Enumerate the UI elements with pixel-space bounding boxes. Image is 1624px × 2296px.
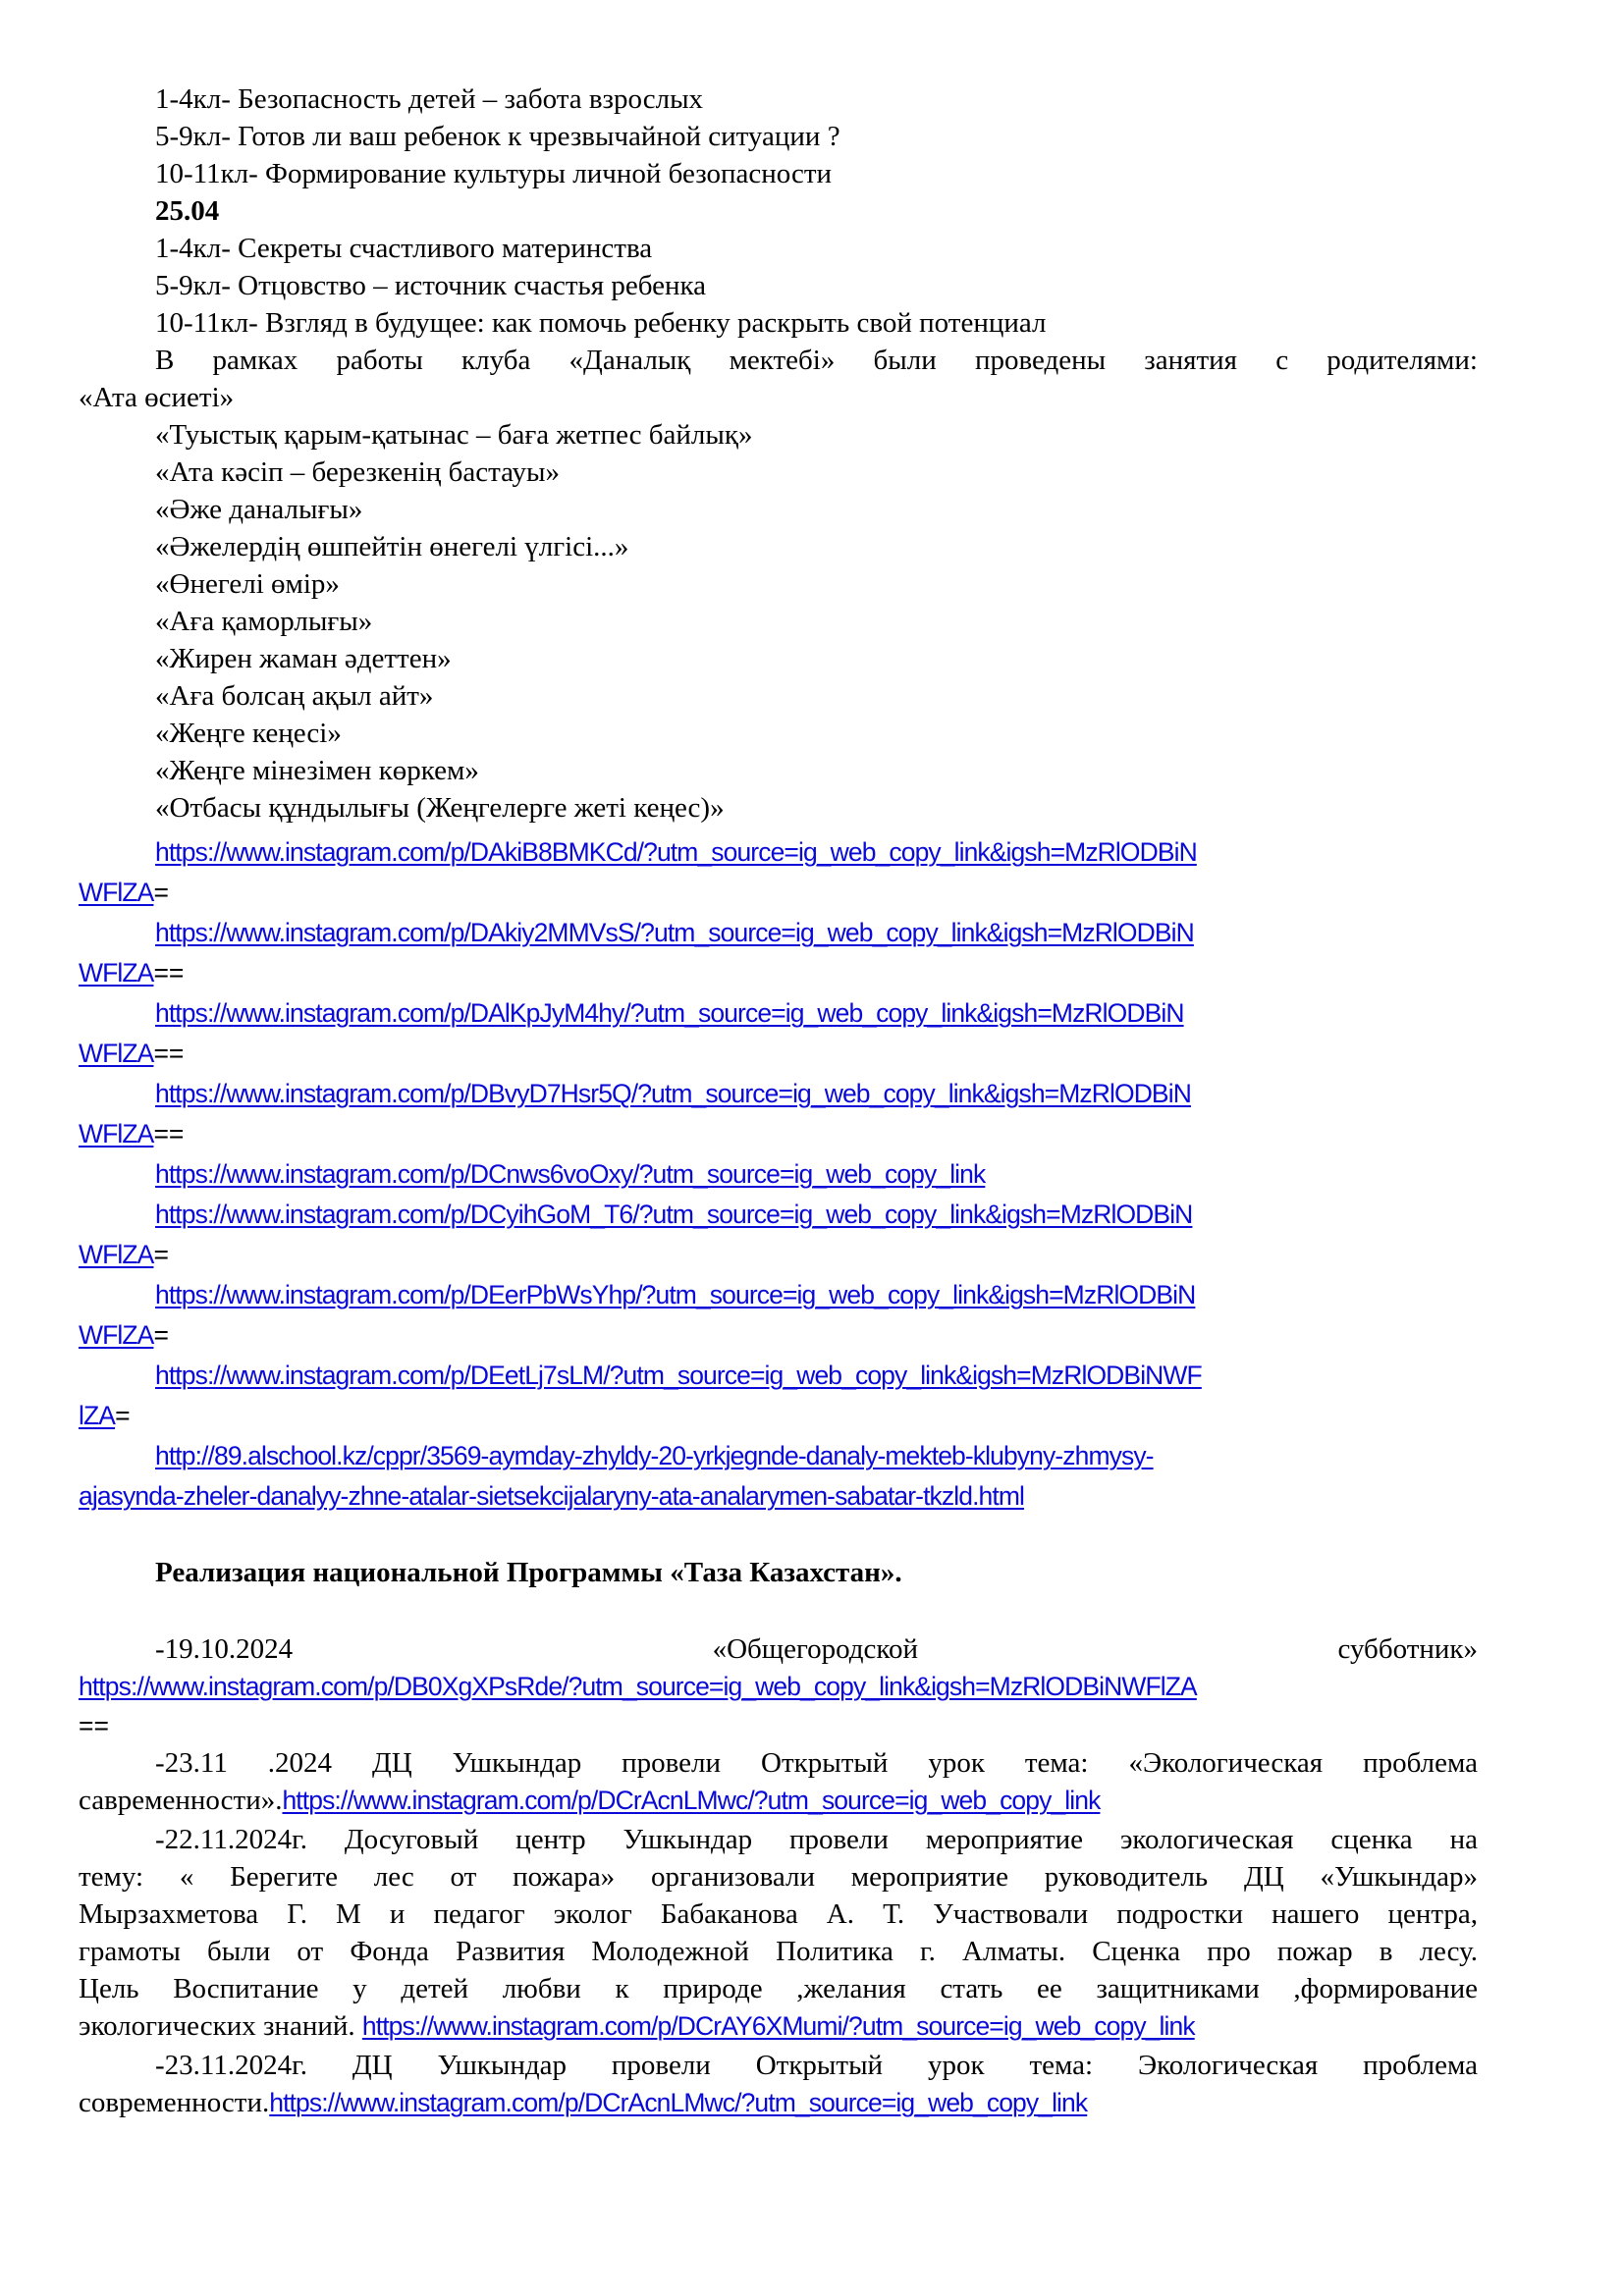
schedule-line: 5-9кл- Отцовство – источник счастья ребенка — [155, 270, 706, 301]
instagram-link-continuation[interactable]: WFlZA — [79, 878, 154, 907]
instagram-link[interactable]: https://www.instagram.com/p/DBvyD7Hsr5Q/?utm_source=ig_web_copy_link&igsh=MzRlODBiN — [155, 1079, 1191, 1108]
event-description: -23.11 .2024 ДЦ Ушкындар провели Открытый урок тема: «Экологическая проблема — [155, 1747, 1478, 1779]
club-topic: «Аға болсаң ақыл айт» — [155, 680, 434, 712]
club-topic: «Аға қаморлығы» — [155, 606, 373, 637]
instagram-link[interactable]: https://www.instagram.com/p/DCrAY6XMumi/?utm_source=ig_web_copy_link — [361, 2011, 1195, 2041]
club-topic: «Туыстық қарым-қатынас – баға жетпес байлық» — [155, 419, 753, 451]
date-heading: 25.04 — [155, 195, 220, 227]
link-suffix: == — [153, 1119, 185, 1148]
instagram-link-continuation[interactable]: WFlZA — [79, 1039, 154, 1068]
link-suffix: == — [79, 1711, 109, 1740]
schedule-line: 1-4кл- Безопасность детей – забота взрослых — [155, 83, 704, 115]
instagram-link-continuation[interactable]: lZA — [79, 1401, 116, 1430]
link-suffix: = — [153, 1320, 169, 1350]
club-topic: «Әже даналығы» — [155, 494, 363, 525]
instagram-link[interactable]: https://www.instagram.com/p/DCyihGoM_T6/?utm_source=ig_web_copy_link&igsh=MzRlODBiN — [155, 1200, 1193, 1229]
event-description: грамоты были от Фонда Развития Молодежной Политика г. Алматы. Сценка про пожар в лесу. — [79, 1936, 1478, 1967]
event-description: тему: « Берегите лес от пожара» организовали мероприятие руководитель ДЦ «Ушкындар» — [79, 1861, 1478, 1893]
link-suffix: = — [153, 878, 169, 907]
club-topic: «Отбасы құндылығы (Жеңгелерге жеті кеңес)» — [155, 792, 725, 824]
event-description-end: экологических знаний. — [79, 2010, 362, 2042]
instagram-link[interactable]: https://www.instagram.com/p/DAkiy2MMVsS/?utm_source=ig_web_copy_link&igsh=MzRlODBiN — [155, 918, 1194, 947]
club-topic: «Жирен жаман әдеттен» — [155, 643, 452, 674]
instagram-link[interactable]: https://www.instagram.com/p/DCrAcnLMwc/?utm_source=ig_web_copy_link — [269, 2088, 1088, 2117]
event-description: -23.11.2024г. ДЦ Ушкындар провели Открытый урок тема: Экологическая проблема — [155, 2050, 1478, 2081]
link-suffix: = — [115, 1401, 131, 1430]
event-description-end: современности. — [79, 2087, 270, 2118]
club-topic: «Әжелердің өшпейтін өнегелі үлгісі...» — [155, 531, 629, 562]
schedule-line: 5-9кл- Готов ли ваш ребенок к чрезвычайной ситуации ? — [155, 121, 840, 152]
schedule-line: 1-4кл- Секреты счастливого материнства — [155, 233, 653, 264]
section-heading: Реализация национальной Программы «Таза Казахстан». — [155, 1557, 902, 1588]
instagram-link-continuation[interactable]: WFlZA — [79, 1119, 154, 1148]
instagram-link[interactable]: https://www.instagram.com/p/DB0XgXPsRde/?utm_source=ig_web_copy_link&igsh=MzRlODBiNWFlZA — [79, 1672, 1197, 1701]
instagram-link-continuation[interactable]: WFlZA — [79, 1240, 154, 1269]
event-title-end: субботник» — [1337, 1633, 1478, 1665]
event-description: -22.11.2024г. Досуговый центр Ушкындар провели мероприятие экологическая сценка на — [155, 1824, 1478, 1855]
schedule-line: 10-11кл- Взгляд в будущее: как помочь ребенку раскрыть свой потенциал — [155, 307, 1047, 339]
link-suffix: == — [153, 958, 185, 988]
link-suffix: = — [153, 1240, 169, 1269]
event-title: «Общегородской — [712, 1633, 919, 1665]
instagram-link[interactable]: https://www.instagram.com/p/DAlKpJyM4hy/?utm_source=ig_web_copy_link&igsh=MzRlODBiN — [155, 998, 1184, 1028]
instagram-link-continuation[interactable]: WFlZA — [79, 1320, 154, 1350]
instagram-link[interactable]: https://www.instagram.com/p/DEetLj7sLM/?utm_source=ig_web_copy_link&igsh=MzRlODBiNWF — [155, 1361, 1202, 1390]
event-row — [155, 1630, 1478, 1668]
club-intro-continuation: «Ата өсиеті» — [79, 382, 235, 413]
event-date: -19.10.2024 — [155, 1633, 294, 1665]
club-topic: «Өнегелі өмір» — [155, 568, 340, 600]
instagram-link[interactable]: https://www.instagram.com/p/DEerPbWsYhp/?utm_source=ig_web_copy_link&igsh=MzRlODBiN — [155, 1280, 1196, 1309]
instagram-link[interactable]: https://www.instagram.com/p/DAkiB8BMKCd/?utm_source=ig_web_copy_link&igsh=MzRlODBiN — [155, 837, 1197, 867]
club-topic: «Жеңге кеңесі» — [155, 718, 342, 749]
instagram-link-continuation[interactable]: WFlZA — [79, 958, 154, 988]
club-topic: «Жеңге мінезімен көркем» — [155, 755, 479, 786]
club-intro: В рамках работы клуба «Даналық мектебі» были проведены занятия с родителями: — [155, 345, 1478, 376]
instagram-link[interactable]: https://www.instagram.com/p/DCrAcnLMwc/?utm_source=ig_web_copy_link — [282, 1786, 1101, 1815]
schedule-line: 10-11кл- Формирование культуры личной безопасности — [155, 158, 833, 189]
school-website-link-continuation[interactable]: ajasynda-zheler-danalyy-zhne-atalar-sietsekcijalaryny-ata-analarymen-sabatar-tkzld.html — [79, 1481, 1025, 1511]
event-description: Цель Воспитание у детей любви к природе ,желания стать ее защитниками ,формирование — [79, 1973, 1478, 2004]
event-description: Мырзахметова Г. М и педагог эколог Бабаканова А. Т. Участвовали подростки нашего центра, — [79, 1898, 1478, 1930]
school-website-link[interactable]: http://89.alschool.kz/cppr/3569-aymday-zhyldy-20-yrkjegnde-danaly-mekteb-klubyny-zhmysy- — [155, 1441, 1154, 1470]
event-description-end: савременности». — [79, 1785, 283, 1816]
instagram-link[interactable]: https://www.instagram.com/p/DCnws6voOxy/?utm_source=ig_web_copy_link — [155, 1159, 986, 1189]
club-topic: «Ата кәсіп – березкенің бастауы» — [155, 456, 560, 488]
link-suffix: == — [153, 1039, 185, 1068]
